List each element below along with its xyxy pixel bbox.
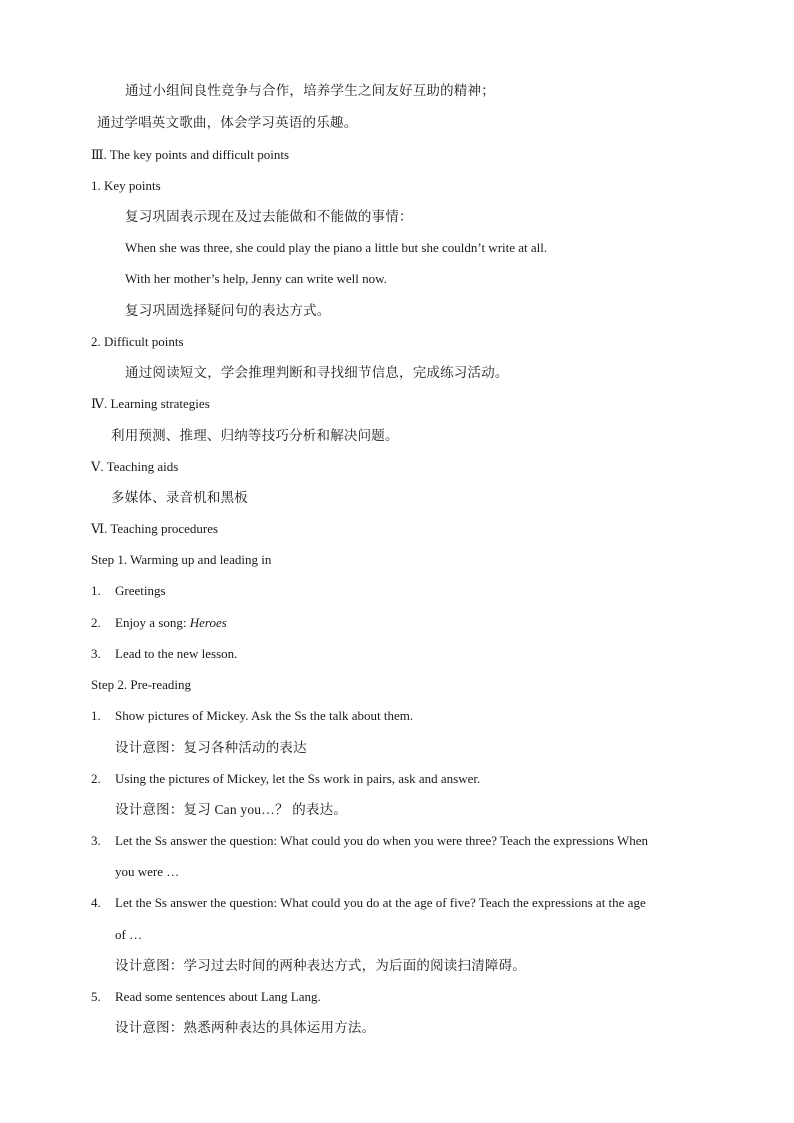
key-point-item: 复习巩固选择疑问句的表达方式。 <box>125 303 331 318</box>
list-number: 2. <box>91 615 101 630</box>
list-item <box>91 707 413 725</box>
list-text-continued: you were … <box>115 864 180 879</box>
design-intent: 设计意图：学习过去时间的两种表达方式，为后面的阅读扫清障碍。 <box>115 958 526 973</box>
list-item <box>91 614 227 632</box>
list-number: 3. <box>91 833 101 848</box>
list-text: Using the pictures of Mickey, let the Ss work in pairs, ask and answer. <box>115 771 481 786</box>
list-number: 2. <box>91 771 101 786</box>
list-item <box>91 988 321 1006</box>
step-heading: Step 1. Warming up and leading in <box>91 552 272 567</box>
list-text: Let the Ss answer the question: What could you do when you were three? Teach the expressions When <box>115 833 649 848</box>
difficult-point-text: 通过阅读短文，学会推理判断和寻找细节信息，完成练习活动。 <box>125 365 509 380</box>
list-number: 1. <box>91 583 101 598</box>
list-number: 4. <box>91 895 101 910</box>
list-item <box>91 645 237 663</box>
key-point-item: 复习巩固表示现在及过去能做和不能做的事情： <box>125 209 413 224</box>
list-text: Greetings <box>115 583 166 598</box>
design-intent: 设计意图：复习各种活动的表达 <box>115 740 307 755</box>
list-text: Show pictures of Mickey. Ask the Ss the talk about them. <box>115 708 414 723</box>
subsection-heading: 1. Key points <box>91 178 161 193</box>
list-number: 1. <box>91 708 101 723</box>
list-text: Read some sentences about Lang Lang. <box>115 989 321 1004</box>
key-point-item: With her mother’s help, Jenny can write well now. <box>125 271 387 286</box>
list-text: Let the Ss answer the question: What could you do at the age of five? Teach the expressions at the age <box>115 895 646 910</box>
list-item <box>91 770 480 788</box>
list-item <box>91 894 646 912</box>
section-text: 多媒体、录音机和黑板 <box>111 490 248 505</box>
list-text: Lead to the new lesson. <box>115 646 238 661</box>
song-title: Heroes <box>189 615 227 630</box>
section-heading: Ⅴ. Teaching aids <box>91 459 179 474</box>
design-intent: 设计意图：复习 Can you…？ 的表达。 <box>115 802 348 817</box>
section-heading: Ⅵ. Teaching procedures <box>91 521 219 536</box>
list-item <box>91 832 648 850</box>
list-text: Enjoy a song: <box>115 615 190 630</box>
list-text-continued: of … <box>115 927 143 942</box>
list-number: 5. <box>91 989 101 1004</box>
step-heading: Step 2. Pre-reading <box>91 677 192 692</box>
objective-line: 通过小组间良性竞争与合作，培养学生之间友好互助的精神； <box>125 83 495 98</box>
design-intent: 设计意图：熟悉两种表达的具体运用方法。 <box>115 1020 376 1035</box>
list-item <box>91 582 166 600</box>
key-point-item: When she was three, she could play the piano a little but she couldn’t write at all. <box>125 240 548 255</box>
section-text: 利用预测、推理、归纳等技巧分析和解决问题。 <box>111 428 399 443</box>
subsection-heading: 2. Difficult points <box>91 334 184 349</box>
list-number: 3. <box>91 646 101 661</box>
objective-line: 通过学唱英文歌曲，体会学习英语的乐趣。 <box>97 115 358 130</box>
section-heading: Ⅳ. Learning strategies <box>91 396 210 411</box>
section-heading: Ⅲ. The key points and difficult points <box>91 147 290 162</box>
